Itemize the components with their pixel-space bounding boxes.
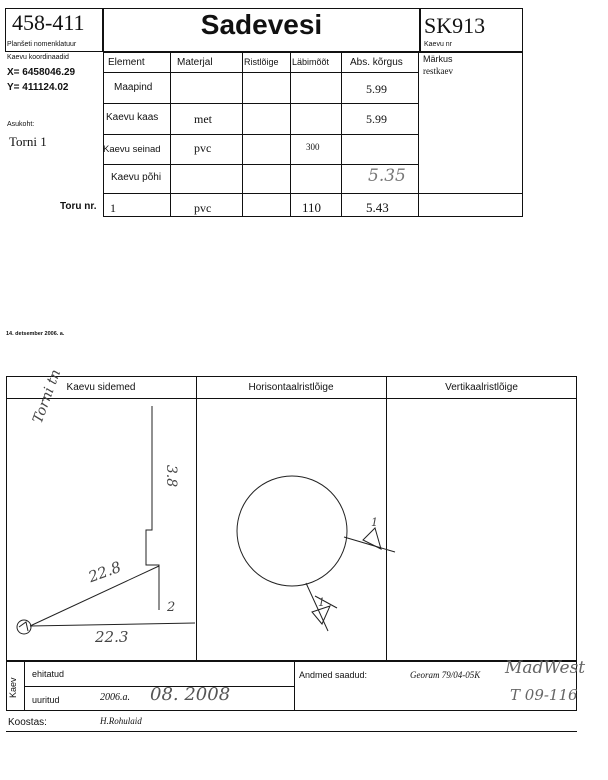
author-value: H.Rohulaid (100, 716, 142, 726)
arrow-label-2: 1 (318, 596, 325, 609)
data-source-label: Andmed saadud: (299, 670, 368, 680)
built-label: ehitatud (32, 669, 65, 679)
col-header-element: Element (108, 57, 145, 68)
row-height: 5.99 (366, 82, 387, 96)
pipe-line-1 (344, 537, 395, 552)
sketch-street-label: Torni tn (30, 367, 65, 426)
row-material: pvc (194, 141, 212, 155)
pipe-diameter: 110 (302, 200, 322, 215)
col-header-material: Materjal (177, 57, 213, 68)
pipe-label: Toru nr. (60, 201, 97, 212)
coordinate-y: Y= 411124.02 (7, 82, 69, 93)
measure-line-2 (30, 623, 195, 626)
well-number-label: Kaevu nr (424, 41, 453, 48)
row-element: Maapind (114, 82, 153, 93)
sketch-distance-3: 3.8 (163, 464, 180, 488)
handwritten-code: T 09-116 (510, 686, 578, 704)
data-source-value: Georam 79/04-05K (410, 670, 481, 680)
row-element: Kaevu kaas (106, 112, 159, 123)
row-material: met (194, 112, 212, 126)
footer-side-label: Kaev (8, 677, 18, 698)
sketch-distance-1: 22.8 (85, 557, 124, 587)
pipe-arrow-1 (363, 528, 381, 549)
page-title: Sadevesi (200, 9, 323, 40)
col-header-section: Ristlõige (244, 57, 279, 67)
coordinate-x: X= 6458046.29 (7, 67, 76, 78)
coordinates-label: Kaevu koordinaadid (7, 54, 69, 61)
col-header-diameter: Läbimõõt (292, 57, 330, 67)
date-line: 14. detsember 2006. a. (6, 331, 65, 337)
row-element: Kaevu põhi (111, 172, 162, 183)
col-header-height: Abs. kõrgus (350, 57, 403, 68)
row-height-handwritten: 5.35 (368, 166, 406, 186)
panel-title-vertical: Vertikaalristlõige (445, 382, 518, 393)
surveyed-year: 2006.a. (100, 692, 130, 703)
pipe-height: 5.43 (366, 200, 389, 215)
map-sheet-number: 458-411 (12, 10, 85, 35)
pipe-material: pvc (194, 201, 212, 215)
row-diameter: 300 (306, 142, 320, 152)
row-element: Kaevu seinad (103, 144, 161, 155)
map-sheet-label: Planšeti nomenklatuur (7, 41, 77, 48)
building-outline (146, 406, 159, 610)
sketch-distance-2: 22.3 (95, 628, 129, 646)
sketch-distance-4: 2 (167, 600, 176, 615)
panel-title-connections: Kaevu sidemed (66, 382, 136, 393)
surveyed-handwritten: 08. 2008 (150, 684, 231, 705)
location-value: Torni 1 (9, 134, 47, 149)
arrow-label-1: 1 (371, 516, 378, 529)
row-height: 5.99 (366, 112, 387, 126)
panel-title-horizontal: Horisontaalristlõige (248, 382, 334, 393)
location-label: Asukoht: (7, 121, 35, 128)
well-number: SK913 (424, 13, 486, 38)
well-circle (237, 476, 347, 586)
remarks-value: restkaev (423, 66, 453, 76)
author-label: Koostas: (8, 717, 47, 728)
surveyed-label: uuritud (32, 695, 60, 705)
remarks-label: Märkus (423, 54, 453, 64)
handwritten-company: MadWest (505, 658, 586, 678)
pipe-number: 1 (110, 201, 116, 215)
